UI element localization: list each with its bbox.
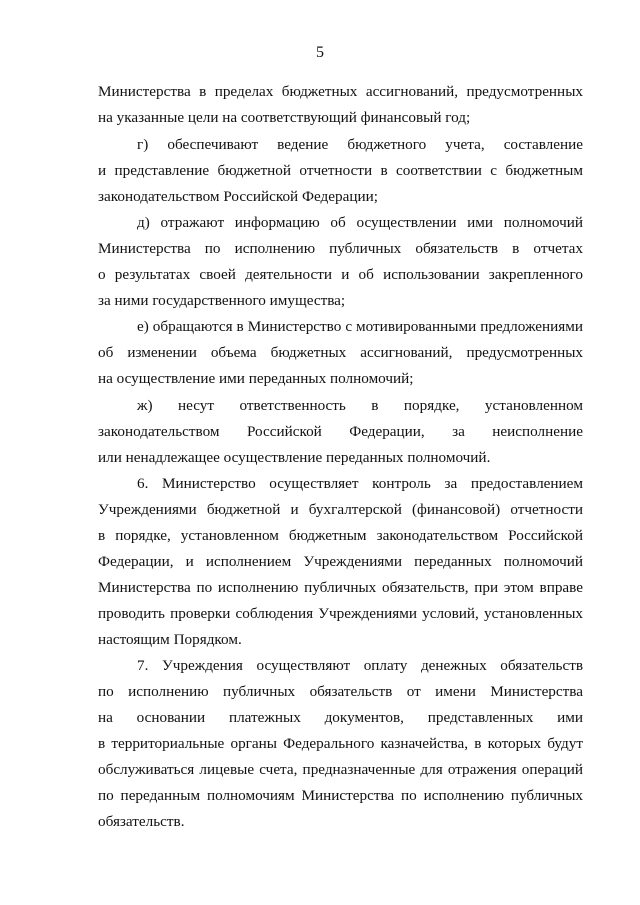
text-line: 7. Учреждения осуществляют оплату денежных обязательств xyxy=(137,657,583,674)
text-line: или ненадлежащее осуществление переданных полномочий. xyxy=(98,449,491,466)
text-line: настоящим Порядком. xyxy=(98,631,242,648)
page-number: 5 xyxy=(316,44,324,61)
text-line: обязательств. xyxy=(98,813,185,830)
text-line: в территориальные органы Федерального казначейства, в которых будут xyxy=(98,735,583,752)
text-line: е) обращаются в Министерство с мотивированными предложениями xyxy=(137,318,583,335)
text-line: проводить проверки соблюдения Учреждениями условий, установленных xyxy=(98,605,583,622)
text-line: на указанные цели на соответствующий финансовый год; xyxy=(98,109,471,126)
text-line: Министерства по исполнению публичных обязательств, при этом вправе xyxy=(98,579,583,596)
text-line: Федерации, и исполнением Учреждениями переданных полномочий xyxy=(98,553,583,570)
text-line: на основании платежных документов, представленных ими xyxy=(98,709,583,726)
text-line: по переданным полномочиям Министерства по исполнению публичных xyxy=(98,787,583,804)
text-line: законодательством Российской Федерации, за неисполнение xyxy=(98,423,583,440)
text-line: ж) несут ответственность в порядке, установленном xyxy=(137,397,583,414)
text-line: д) отражают информацию об осуществлении ими полномочий xyxy=(137,214,583,231)
text-line: законодательством Российской Федерации; xyxy=(98,188,378,205)
text-line: г) обеспечивают ведение бюджетного учета, составление xyxy=(137,136,583,153)
text-line: и представление бюджетной отчетности в соответствии с бюджетным xyxy=(98,162,583,179)
text-line: о результатах своей деятельности и об использовании закрепленного xyxy=(98,266,583,283)
text-line: об изменении объема бюджетных ассигнований, предусмотренных xyxy=(98,344,583,361)
text-line: обслуживаться лицевые счета, предназначенные для отражения операций xyxy=(98,761,583,778)
text-line: Министерства по исполнению публичных обязательств в отчетах xyxy=(98,240,583,257)
text-line: за ними государственного имущества; xyxy=(98,292,346,309)
text-line: Министерства в пределах бюджетных ассигнований, предусмотренных xyxy=(98,83,583,100)
text-line: Учреждениями бюджетной и бухгалтерской (финансовой) отчетности xyxy=(98,501,583,518)
text-line: в порядке, установленном бюджетным законодательством Российской xyxy=(98,527,583,544)
text-line: на осуществление ими переданных полномочий; xyxy=(98,370,414,387)
text-line: по исполнению публичных обязательств от имени Министерства xyxy=(98,683,583,700)
text-line: 6. Министерство осуществляет контроль за предоставлением xyxy=(137,475,583,492)
